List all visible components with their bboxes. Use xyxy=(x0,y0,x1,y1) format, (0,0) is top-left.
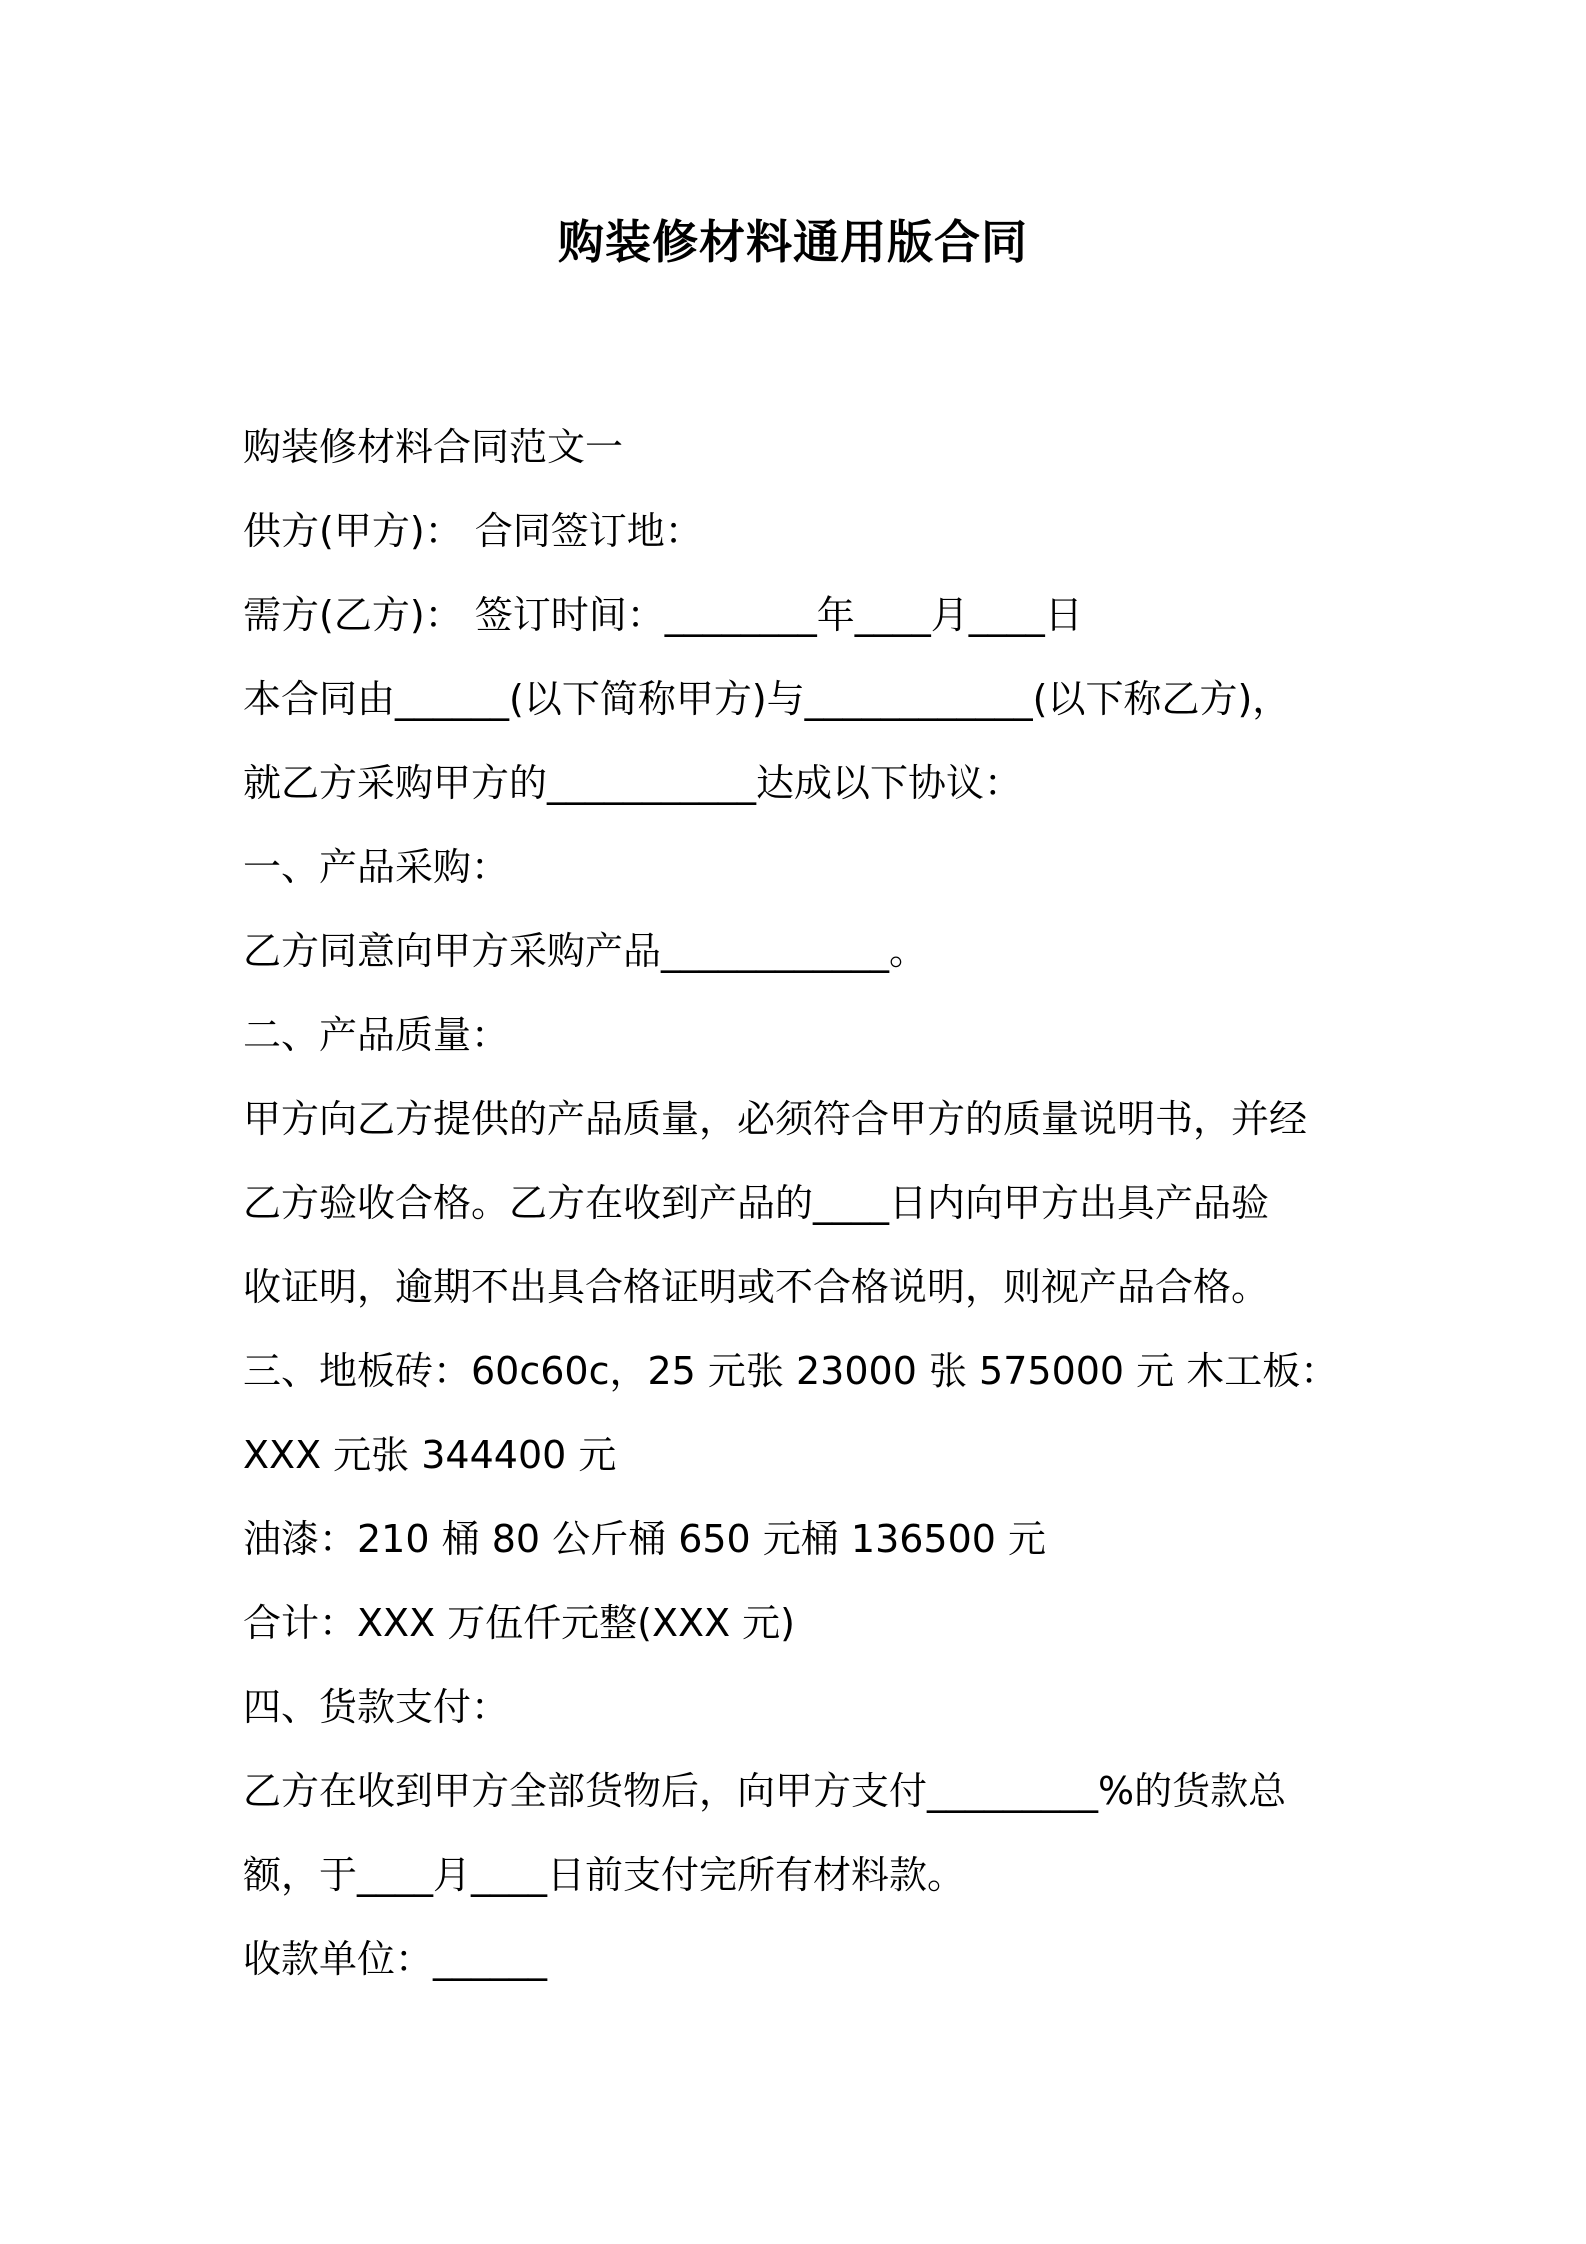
document-body xyxy=(243,405,1363,2001)
supplier-line: 供方(甲方)： 合同签订地： xyxy=(243,509,703,553)
agreement-line: 就乙方采购甲方的___________达成以下协议： xyxy=(243,761,1023,805)
payment-text-1: 乙方在收到甲方全部货物后，向甲方支付_________%的货款总 xyxy=(243,1769,1287,1813)
buyer-line: 需方(乙方)： 签订时间：________年____月____日 xyxy=(243,593,1083,637)
materials-line-2: XXX 元张 344400 元 xyxy=(243,1433,617,1477)
section-heading-sample: 购装修材料合同范文一 xyxy=(243,425,624,469)
quality-text-1: 甲方向乙方提供的产品质量，必须符合甲方的质量说明书，并经 xyxy=(243,1097,1308,1141)
materials-line-1: 三、地板砖：60c60c，25 元张 23000 张 575000 元 木工板： xyxy=(243,1349,1339,1393)
total-line: 合计：XXX 万伍仟元整(XXX 元) xyxy=(243,1601,796,1645)
document-title: 购装修材料通用版合同 xyxy=(558,215,1028,269)
parties-line: 本合同由______(以下简称甲方)与____________(以下称乙方)， xyxy=(243,677,1291,721)
payee-line: 收款单位：______ xyxy=(243,1937,548,1981)
quality-text-2: 乙方验收合格。乙方在收到产品的____日内向甲方出具产品验 xyxy=(243,1181,1270,1225)
payment-text-2: 额，于____月____日前支付完所有材料款。 xyxy=(243,1853,966,1897)
clause-heading-payment: 四、货款支付： xyxy=(243,1685,510,1729)
purchase-text: 乙方同意向甲方采购产品____________。 xyxy=(243,929,928,973)
clause-heading-quality: 二、产品质量： xyxy=(243,1013,510,1057)
quality-text-3: 收证明，逾期不出具合格证明或不合格说明，则视产品合格。 xyxy=(243,1265,1270,1309)
clause-heading-purchase: 一、产品采购： xyxy=(243,845,510,889)
paint-line: 油漆：210 桶 80 公斤桶 650 元桶 136500 元 xyxy=(243,1517,1047,1561)
